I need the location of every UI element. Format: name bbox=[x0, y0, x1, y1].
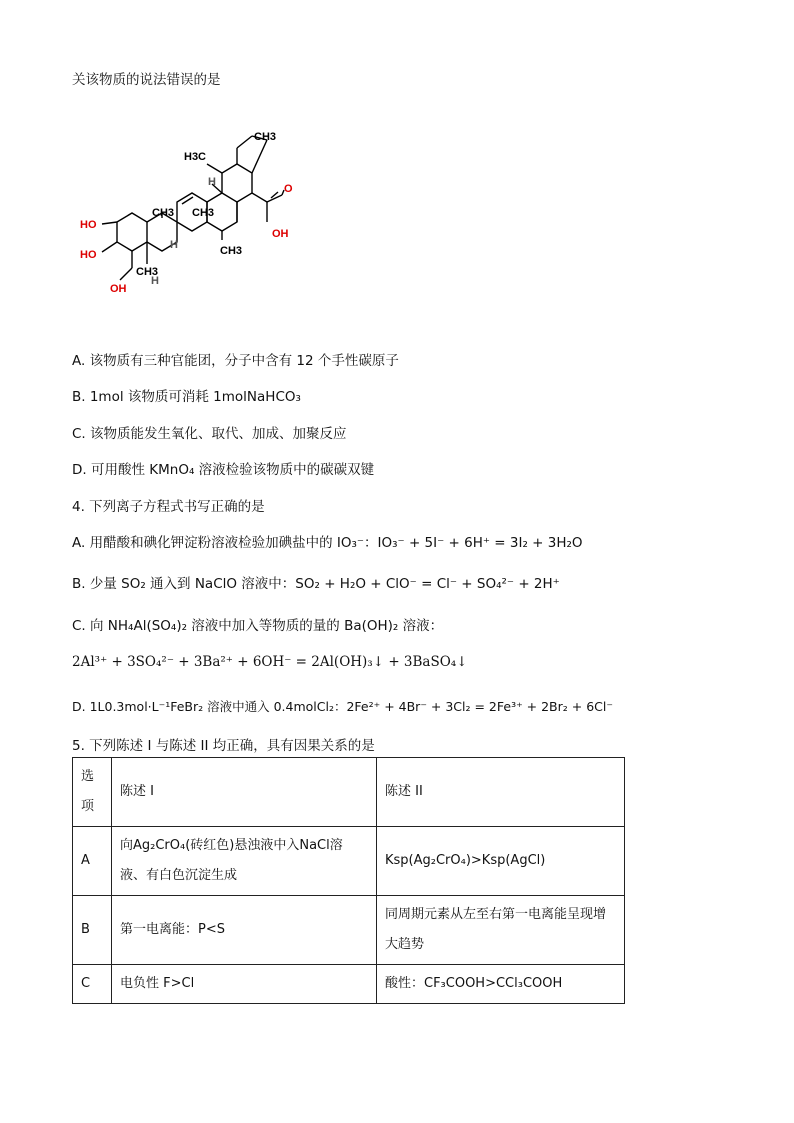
table-header-row bbox=[73, 758, 625, 827]
q4-option-c-equation: 2Al³⁺ + 3SO₄²⁻ + 3Ba²⁺ + 6OH⁻ = 2Al(OH)₃↓ + 3BaSO₄↓ bbox=[72, 654, 468, 670]
label-oh-acid: OH bbox=[272, 228, 289, 240]
q3-option-a: A. 该物质有三种官能团，分子中含有 12 个手性碳原子 bbox=[72, 353, 399, 369]
question-intro: 关该物质的说法错误的是 bbox=[72, 72, 221, 88]
label-h-a: H bbox=[208, 176, 216, 188]
row-c-statement-1: 电负性 F>Cl bbox=[112, 965, 377, 1004]
q5-table bbox=[72, 757, 625, 1004]
row-a-option: A bbox=[73, 827, 112, 896]
label-ch3-top: CH3 bbox=[254, 131, 277, 143]
label-ch3-c: CH3 bbox=[220, 245, 243, 257]
header-statement-1: 陈述 I bbox=[112, 758, 377, 827]
q4-option-d: D. 1L0.3mol·L⁻¹FeBr₂ 溶液中通入 0.4molCl₂：2Fe²⁺ + 4Br⁻ + 3Cl₂ = 2Fe³⁺ + 2Br₂ + 6Cl⁻ bbox=[72, 699, 613, 714]
label-ho2: HO bbox=[80, 249, 97, 261]
molecule-structure bbox=[72, 100, 312, 324]
table-row bbox=[73, 965, 625, 1004]
q4-option-c: C. 向 NH₄Al(SO₄)₂ 溶液中加入等物质的量的 Ba(OH)₂ 溶液： bbox=[72, 618, 444, 634]
label-h3c: H3C bbox=[184, 151, 207, 163]
row-b-statement-1: 第一电离能：P<S bbox=[112, 896, 377, 965]
label-oh-bottom: OH bbox=[110, 283, 127, 295]
label-h-b: H bbox=[170, 239, 178, 251]
row-b-option: B bbox=[73, 896, 112, 965]
q4-stem: 4. 下列离子方程式书写正确的是 bbox=[72, 499, 265, 515]
q5-stem: 5. 下列陈述 I 与陈述 II 均正确，具有因果关系的是 bbox=[72, 738, 375, 754]
row-a-statement-2: Ksp(Ag₂CrO₄)>Ksp(AgCl) bbox=[377, 827, 625, 896]
table-row bbox=[73, 827, 625, 896]
q4-option-b: B. 少量 SO₂ 通入到 NaClO 溶液中：SO₂ + H₂O + ClO⁻ = Cl⁻ + SO₄²⁻ + 2H⁺ bbox=[72, 576, 560, 592]
label-ch3-d: CH3 bbox=[136, 266, 159, 278]
row-c-option: C bbox=[73, 965, 112, 1004]
label-h-c: H bbox=[151, 275, 159, 287]
label-o: O bbox=[284, 183, 293, 195]
label-ho1: HO bbox=[80, 219, 97, 231]
header-statement-2: 陈述 II bbox=[377, 758, 625, 827]
label-ch3-a: CH3 bbox=[152, 207, 175, 219]
q3-option-d: D. 可用酸性 KMnO₄ 溶液检验该物质中的碳碳双键 bbox=[72, 462, 375, 478]
q3-option-b: B. 1mol 该物质可消耗 1molNaHCO₃ bbox=[72, 389, 301, 405]
row-a-statement-1: 向Ag₂CrO₄(砖红色)悬浊液中入NaCl溶液、有白色沉淀生成 bbox=[112, 827, 377, 896]
row-c-statement-2: 酸性：CF₃COOH>CCl₃COOH bbox=[377, 965, 625, 1004]
q4-option-a: A. 用醋酸和碘化钾淀粉溶液检验加碘盐中的 IO₃⁻：IO₃⁻ + 5I⁻ + 6H⁺ = 3I₂ + 3H₂O bbox=[72, 535, 583, 551]
table-row bbox=[73, 896, 625, 965]
row-b-statement-2: 同周期元素从左至右第一电离能呈现增大趋势 bbox=[377, 896, 625, 965]
q3-option-c: C. 该物质能发生氧化、取代、加成、加聚反应 bbox=[72, 426, 347, 442]
label-ch3-b: CH3 bbox=[192, 207, 215, 219]
header-option: 选项 bbox=[73, 758, 112, 827]
